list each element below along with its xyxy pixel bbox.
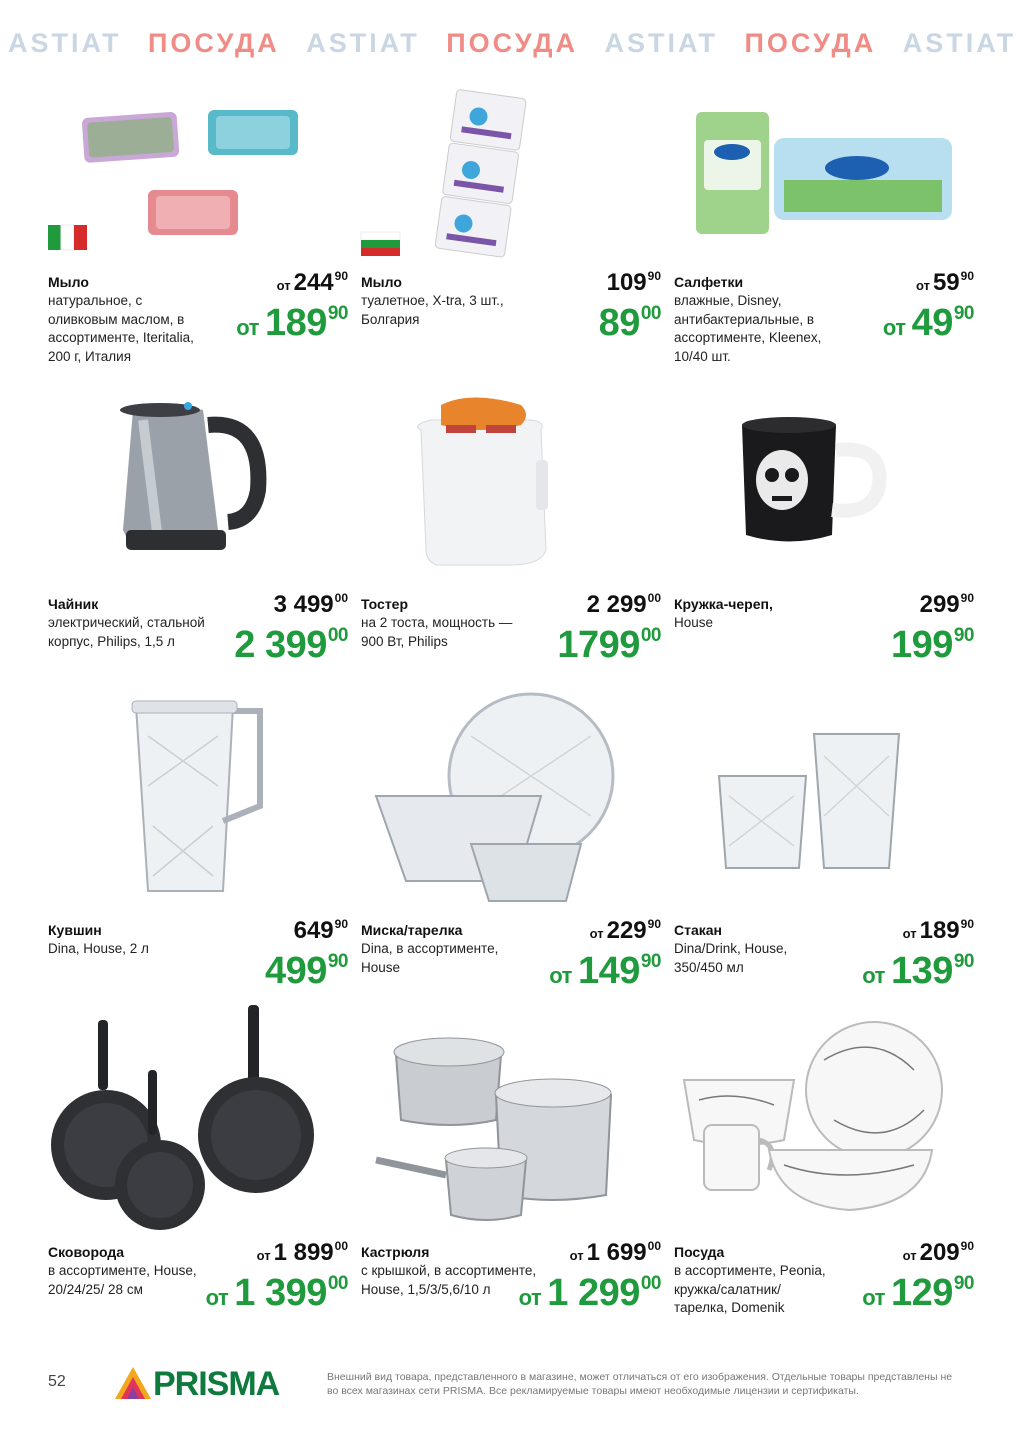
price-cents: 90 bbox=[647, 917, 661, 931]
price-prefix: от bbox=[589, 926, 604, 942]
price-main: 244 bbox=[293, 269, 334, 297]
product-description: в ассортименте, Peonia, кружка/салатник/ тарелка, Domenik bbox=[674, 1263, 826, 1315]
price-main: 1 399 bbox=[234, 1272, 327, 1314]
price-cents: 00 bbox=[647, 1239, 661, 1253]
product-card[interactable] bbox=[674, 696, 974, 1016]
price-main: 649 bbox=[293, 917, 334, 945]
new-price bbox=[259, 950, 348, 993]
new-price bbox=[862, 1272, 974, 1315]
price-cents: 00 bbox=[640, 624, 661, 646]
price-main: 209 bbox=[919, 1239, 960, 1267]
price-cents: 00 bbox=[640, 302, 661, 324]
product-description: влажные, Disney, антибактериальные, в ассортименте, Kleenex, 10/40 шт. bbox=[674, 293, 822, 364]
product-title: Салфетки bbox=[674, 274, 744, 290]
product-card[interactable] bbox=[48, 400, 348, 720]
new-price bbox=[593, 302, 661, 345]
price-cents: 90 bbox=[327, 302, 348, 324]
product-title: Стакан bbox=[674, 922, 723, 938]
price-main: 299 bbox=[919, 591, 960, 619]
logo-text: PRISMA bbox=[153, 1365, 280, 1403]
old-price bbox=[277, 269, 348, 297]
product-title: Кувшин bbox=[48, 922, 102, 938]
product-card[interactable] bbox=[674, 400, 974, 720]
page-number: 52 bbox=[48, 1373, 66, 1390]
price-prefix: от bbox=[902, 926, 917, 942]
new-price bbox=[551, 624, 661, 667]
product-card[interactable] bbox=[674, 1000, 974, 1320]
price-main: 189 bbox=[919, 917, 960, 945]
product-card[interactable] bbox=[48, 696, 348, 1016]
old-price bbox=[271, 591, 348, 619]
new-price bbox=[206, 1272, 348, 1315]
product-card[interactable] bbox=[361, 80, 661, 400]
header-word: ASTIAT bbox=[902, 28, 1017, 58]
old-price bbox=[916, 269, 974, 297]
new-price bbox=[236, 302, 348, 345]
price-cents: 90 bbox=[953, 950, 974, 972]
product-title: Мыло bbox=[48, 274, 89, 290]
price-cents: 90 bbox=[953, 302, 974, 324]
prisma-logo[interactable] bbox=[115, 1365, 290, 1403]
price-main: 3 499 bbox=[273, 591, 334, 619]
product-card[interactable] bbox=[361, 400, 661, 720]
price-cents: 90 bbox=[960, 1239, 974, 1253]
price-main: 139 bbox=[890, 950, 953, 992]
price-cents: 90 bbox=[960, 591, 974, 605]
disclaimer-text: Внешний вид товара, представленного в магазине, может отличаться от его изображения. Отдельные товары представлены не во всех магазинах сети PRISMA. Все рекламируемые товары имеют необходимые лицензии и сертификаты. bbox=[327, 1371, 953, 1397]
price-main: 229 bbox=[606, 917, 647, 945]
new-price bbox=[519, 1272, 661, 1315]
product-title: Миска/тарелка bbox=[361, 922, 463, 938]
floral-dishes-icon bbox=[674, 1000, 974, 1250]
price-cents: 00 bbox=[647, 591, 661, 605]
new-price bbox=[549, 950, 661, 993]
price-cents: 90 bbox=[334, 269, 348, 283]
price-prefix: от bbox=[518, 1285, 542, 1310]
header-word: ASTIAT bbox=[8, 28, 122, 58]
product-description: Dina, в ассортименте, House bbox=[361, 941, 499, 975]
product-title: Посуда bbox=[674, 1244, 725, 1260]
new-price bbox=[862, 950, 974, 993]
header-word: ПОСУДА bbox=[744, 28, 877, 58]
price-main: 2 299 bbox=[586, 591, 647, 619]
product-description: электрический, стальной корпус, Philips, 1,5 л bbox=[48, 615, 205, 649]
header-word: ASTIAT bbox=[604, 28, 718, 58]
price-main: 109 bbox=[606, 269, 647, 297]
product-card[interactable] bbox=[361, 696, 661, 1016]
old-price bbox=[903, 917, 974, 945]
product-description: с крышкой, в ассортименте, House, 1,5/3/5,6/10 л bbox=[361, 1263, 537, 1297]
price-cents: 90 bbox=[953, 624, 974, 646]
price-main: 49 bbox=[911, 302, 953, 344]
header-word: ПОСУДА bbox=[446, 28, 578, 58]
pots-icon bbox=[361, 1000, 661, 1250]
price-main: 2 399 bbox=[234, 624, 327, 666]
price-main: 129 bbox=[890, 1272, 953, 1314]
product-title: Сковорода bbox=[48, 1244, 125, 1260]
price-prefix: от bbox=[862, 1285, 885, 1310]
price-prefix: от bbox=[236, 315, 259, 340]
price-cents: 90 bbox=[960, 269, 974, 283]
product-description: Dina, House, 2 л bbox=[48, 941, 149, 956]
new-price bbox=[885, 624, 974, 667]
product-title: Кастрюля bbox=[361, 1244, 430, 1260]
price-prefix: от bbox=[569, 1248, 584, 1264]
product-description: House bbox=[674, 615, 714, 630]
price-cents: 90 bbox=[647, 269, 661, 283]
price-prefix: от bbox=[549, 963, 572, 988]
price-cents: 00 bbox=[327, 624, 348, 646]
price-cents: 00 bbox=[640, 1272, 661, 1294]
product-title: Чайник bbox=[48, 596, 99, 612]
product-card[interactable] bbox=[361, 1000, 661, 1320]
product-description: Dina/Drink, House, 350/450 мл bbox=[674, 941, 788, 975]
product-card[interactable] bbox=[48, 1000, 348, 1320]
new-price bbox=[883, 302, 974, 345]
price-main: 89 bbox=[598, 302, 640, 344]
price-prefix: от bbox=[205, 1285, 229, 1310]
price-cents: 90 bbox=[960, 917, 974, 931]
price-cents: 90 bbox=[327, 950, 348, 972]
product-card[interactable] bbox=[674, 80, 974, 400]
product-title: Кружка-череп, bbox=[674, 596, 773, 612]
old-price bbox=[584, 591, 661, 619]
price-main: 1 699 bbox=[586, 1239, 647, 1267]
price-prefix: от bbox=[902, 1248, 917, 1264]
old-price bbox=[570, 1239, 661, 1267]
price-main: 149 bbox=[577, 950, 640, 992]
product-card[interactable] bbox=[48, 80, 348, 400]
price-cents: 90 bbox=[640, 950, 661, 972]
product-title: Тостер bbox=[361, 596, 409, 612]
price-prefix: от bbox=[915, 278, 930, 294]
glasses-icon bbox=[674, 696, 974, 946]
price-cents: 00 bbox=[327, 1272, 348, 1294]
price-cents: 00 bbox=[334, 1239, 348, 1253]
price-main: 499 bbox=[264, 950, 327, 992]
price-main: 1 299 bbox=[547, 1272, 640, 1314]
price-prefix: от bbox=[256, 1248, 271, 1264]
frying-pans-icon bbox=[48, 1000, 348, 1250]
product-description: туалетное, X-tra, 3 шт., Болгария bbox=[361, 293, 504, 327]
old-price bbox=[590, 917, 661, 945]
old-price bbox=[257, 1239, 348, 1267]
price-prefix: от bbox=[882, 315, 906, 340]
price-cents: 90 bbox=[953, 1272, 974, 1294]
price-main: 199 bbox=[890, 624, 953, 666]
price-cents: 00 bbox=[334, 591, 348, 605]
price-prefix: от bbox=[862, 963, 885, 988]
header-word: ASTIAT bbox=[306, 28, 420, 58]
bowl-plate-icon bbox=[361, 696, 661, 946]
new-price bbox=[228, 624, 348, 667]
price-main: 59 bbox=[932, 269, 960, 297]
price-main: 189 bbox=[264, 302, 327, 344]
price-main: 1799 bbox=[557, 624, 640, 666]
product-description: натуральное, с оливковым маслом, в ассортименте, Iteritalia, 200 г, Италия bbox=[48, 293, 194, 364]
product-title: Мыло bbox=[361, 274, 402, 290]
price-main: 1 899 bbox=[273, 1239, 334, 1267]
old-price bbox=[917, 591, 974, 619]
product-description: на 2 тоста, мощность — 900 Вт, Philips bbox=[361, 615, 513, 649]
old-price bbox=[903, 1239, 974, 1267]
product-description: в ассортименте, House, 20/24/25/ 28 см bbox=[48, 1263, 197, 1297]
old-price bbox=[291, 917, 348, 945]
price-prefix: от bbox=[276, 278, 291, 294]
header-word: ПОСУДА bbox=[148, 28, 280, 58]
price-cents: 90 bbox=[334, 917, 348, 931]
pitcher-icon bbox=[48, 696, 348, 946]
page-header-banner bbox=[0, 28, 1017, 59]
prisma-triangle-icon bbox=[115, 1367, 151, 1403]
old-price bbox=[604, 269, 661, 297]
